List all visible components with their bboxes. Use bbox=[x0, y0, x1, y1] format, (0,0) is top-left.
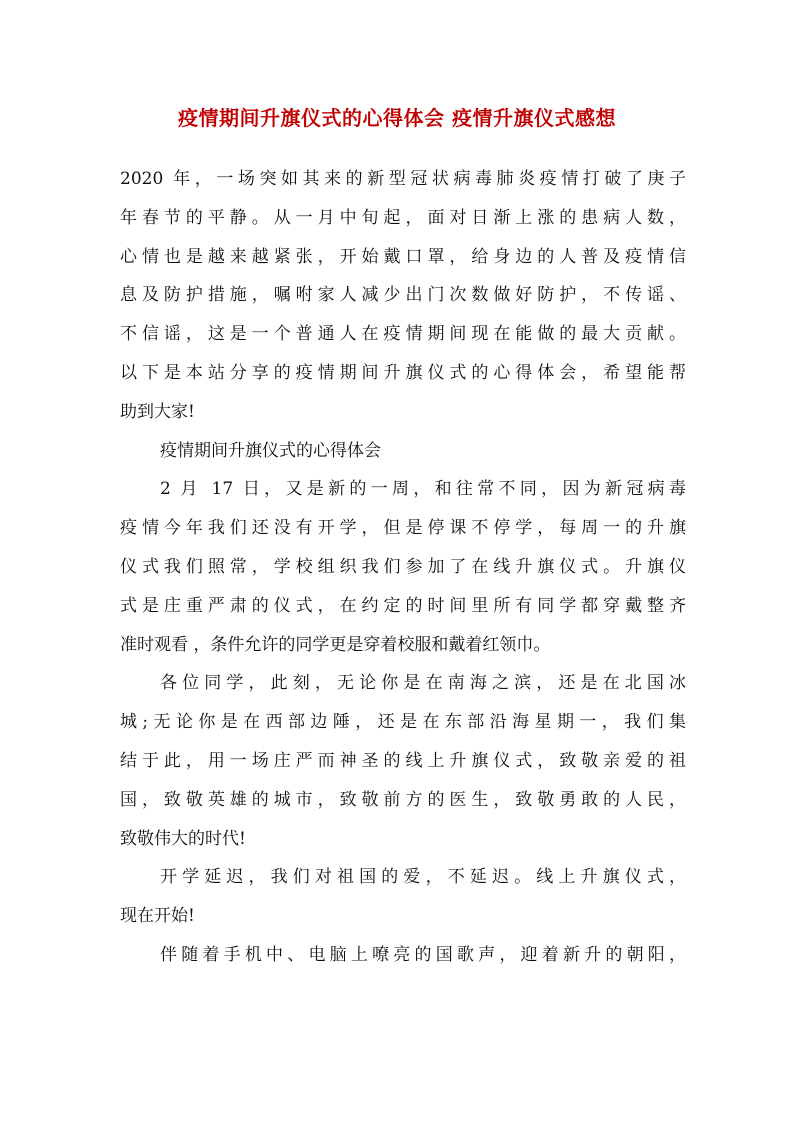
text-line: 开学延迟，我们对祖国的爱，不延迟。线上升旗仪式， bbox=[160, 867, 686, 888]
paragraph bbox=[120, 470, 686, 664]
text-line: 助到大家! bbox=[120, 401, 195, 422]
text-line: 2020 年，一场突如其来的新型冠状病毒肺炎疫情打破了庚子 bbox=[120, 169, 686, 189]
text-line: 息及防护措施，嘱咐家人减少出门次数做好防护，不传谣、 bbox=[120, 285, 686, 306]
paragraph bbox=[120, 432, 686, 471]
text-line: 致敬伟大的时代! bbox=[120, 828, 246, 849]
text-line: 年春节的平静。从一月中旬起，面对日渐上涨的患病人数， bbox=[120, 207, 686, 228]
document-title: 疫情期间升旗仪式的心得体会 疫情升旗仪式感想 bbox=[178, 106, 616, 130]
text-line: 现在开始! bbox=[120, 906, 195, 927]
paragraph bbox=[120, 858, 686, 936]
text-line: 不信谣，这是一个普通人在疫情期间现在能做的最大贡献。 bbox=[120, 324, 686, 345]
text-line: 心情也是越来越紧张，开始戴口罩，给身边的人普及疫情信 bbox=[120, 246, 686, 267]
paragraph bbox=[120, 664, 686, 858]
text-line: 仪式我们照常，学校组织我们参加了在线升旗仪式。升旗仪 bbox=[120, 556, 686, 577]
text-line: 伴随着手机中、电脑上嘹亮的国歌声，迎着新升的朝阳， bbox=[160, 944, 686, 965]
paragraph bbox=[120, 160, 686, 432]
text-line: 疫情期间升旗仪式的心得体会 bbox=[160, 440, 381, 461]
text-line: 结于此，用一场庄严而神圣的线上升旗仪式，致敬亲爱的祖 bbox=[120, 750, 686, 771]
text-line: 疫情今年我们还没有开学，但是停课不停学，每周一的升旗 bbox=[120, 518, 686, 539]
text-line: 以下是本站分享的疫情期间升旗仪式的心得体会，希望能帮 bbox=[120, 362, 686, 383]
text-line: 2 月 17 日，又是新的一周，和往常不同，因为新冠病毒 bbox=[160, 479, 686, 500]
document-body bbox=[120, 160, 686, 975]
text-line: 国，致敬英雄的城市，致敬前方的医生，致敬勇敢的人民， bbox=[120, 789, 686, 810]
paragraph bbox=[120, 936, 686, 975]
text-line: 准时观看 ，条件允许的同学更是穿着校服和戴着红领巾。 bbox=[120, 634, 551, 655]
text-line: 各位同学，此刻，无论你是在南海之滨，还是在北国冰 bbox=[160, 673, 686, 694]
text-line: 式是庄重严肃的仪式，在约定的时间里所有同学都穿戴整齐 bbox=[120, 595, 686, 616]
text-line: 城;无论你是在西部边陲，还是在东部沿海星期一，我们集 bbox=[120, 712, 686, 733]
